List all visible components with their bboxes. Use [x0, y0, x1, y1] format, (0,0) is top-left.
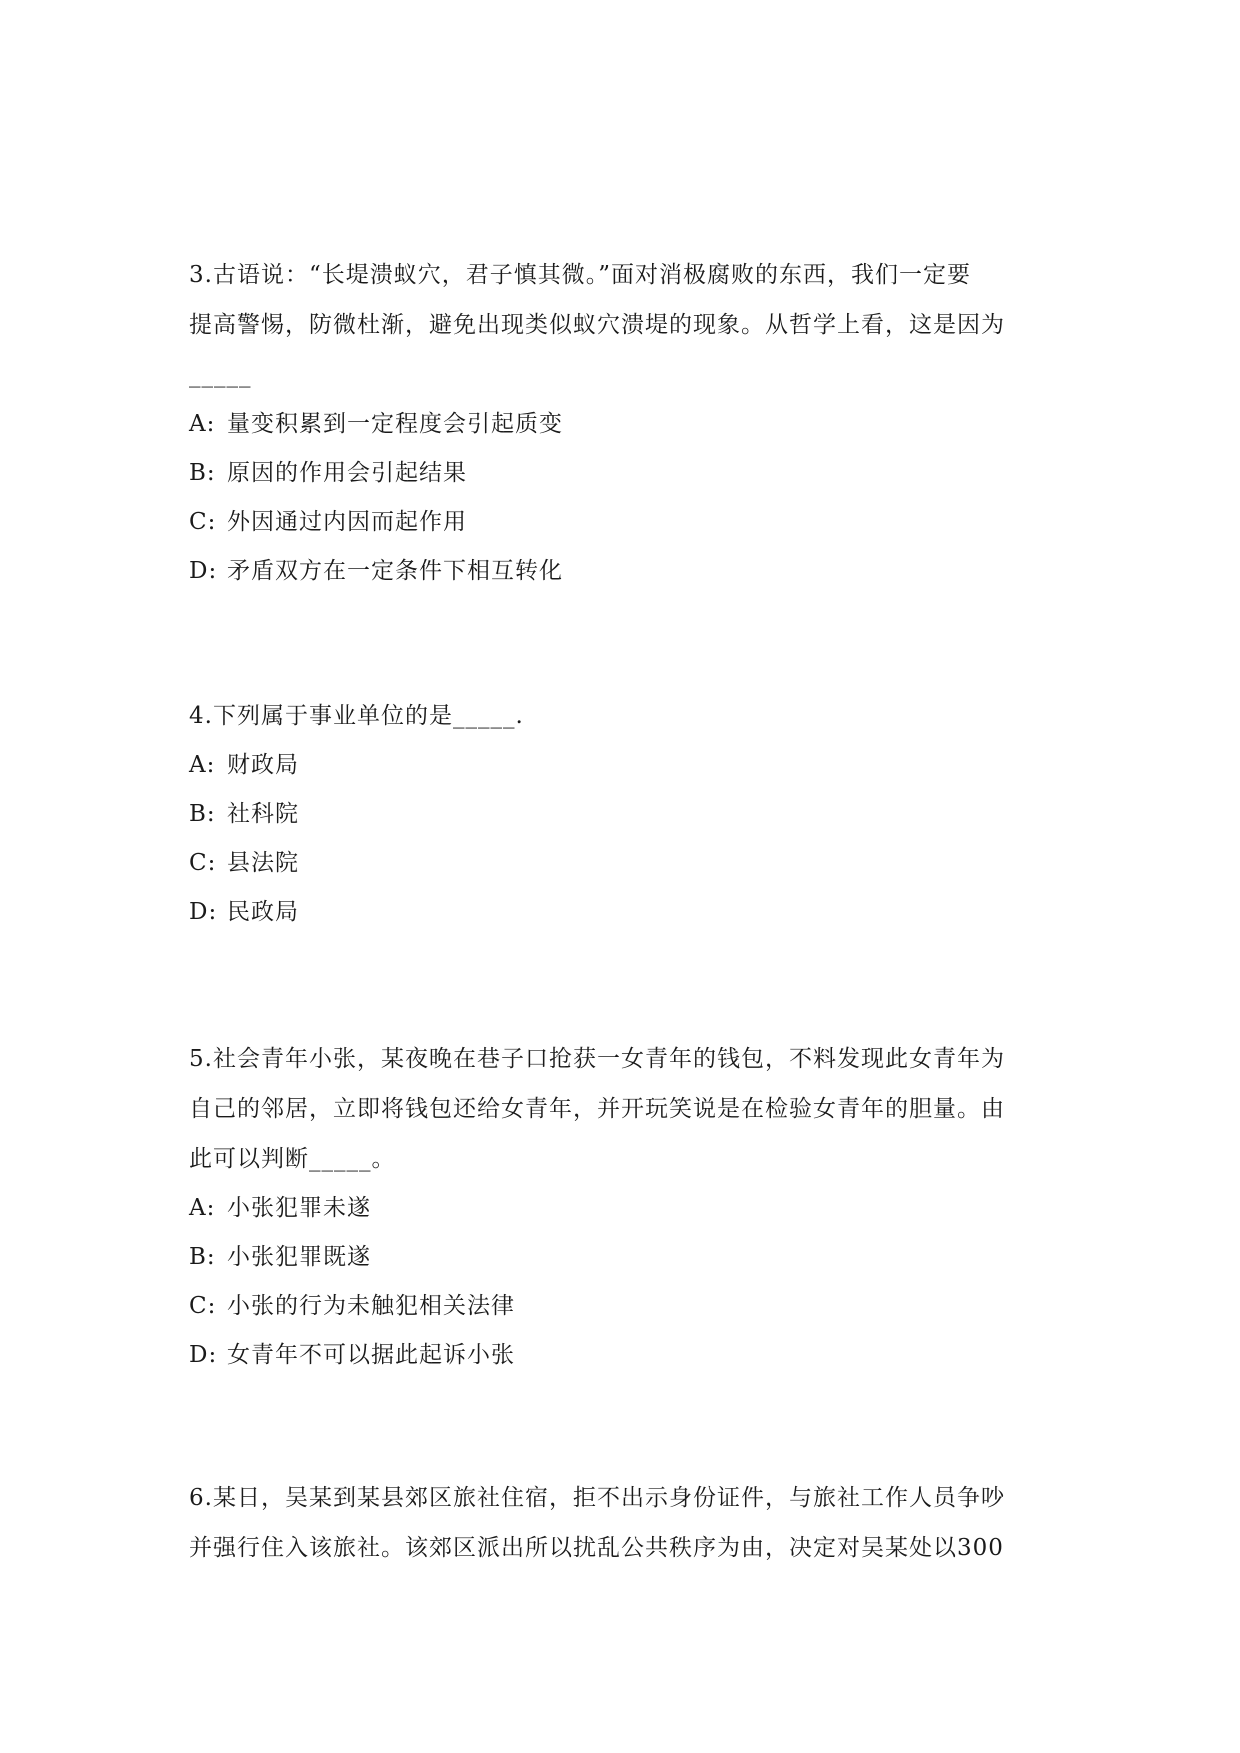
option-d: [189, 547, 1055, 596]
question-6: [189, 1473, 1055, 1573]
question-3: [189, 250, 1055, 596]
option-text: 量变积累到一定程度会引起质变: [227, 411, 563, 437]
question-stem-line: 自己的邻居，立即将钱包还给女青年，并开玩笑说是在检验女青年的胆量。由: [189, 1096, 1005, 1122]
option-a: [189, 741, 1055, 790]
option-b: [189, 1233, 1055, 1282]
option-letter: D:: [189, 558, 218, 584]
option-text: 小张犯罪未遂: [227, 1195, 371, 1221]
option-text: 小张犯罪既遂: [227, 1244, 371, 1270]
option-c: [189, 1282, 1055, 1331]
option-text: 财政局: [227, 752, 299, 778]
option-letter: D:: [189, 899, 218, 925]
option-text: 社科院: [227, 801, 299, 827]
option-letter: A:: [189, 411, 216, 437]
question-stem-line: _____: [189, 362, 252, 388]
option-text: 小张的行为未触犯相关法律: [227, 1293, 515, 1319]
option-a: [189, 400, 1055, 449]
option-text: 民政局: [227, 899, 299, 925]
option-d: [189, 888, 1055, 937]
question-stem-line: 4.下列属于事业单位的是_____.: [189, 703, 524, 729]
option-letter: B:: [189, 801, 216, 827]
question-stem-line: 5.社会青年小张，某夜晚在巷子口抢获一女青年的钱包，不料发现此女青年为: [189, 1046, 1005, 1072]
option-text: 外因通过内因而起作用: [227, 509, 467, 535]
option-letter: A:: [189, 1195, 216, 1221]
option-text: 女青年不可以据此起诉小张: [227, 1342, 515, 1368]
option-text: 矛盾双方在一定条件下相互转化: [227, 558, 563, 584]
question-stem-line: 并强行住入该旅社。该郊区派出所以扰乱公共秩序为由，决定对吴某处以300: [189, 1535, 1004, 1561]
option-letter: D:: [189, 1342, 218, 1368]
option-c: [189, 839, 1055, 888]
question-stem-line: 6.某日，吴某到某县郊区旅社住宿，拒不出示身份证件，与旅社工作人员争吵: [189, 1485, 1005, 1511]
question-4: [189, 691, 1055, 937]
option-b: [189, 790, 1055, 839]
option-letter: C:: [189, 509, 217, 535]
option-b: [189, 449, 1055, 498]
question-stem-line: 提高警惕，防微杜渐，避免出现类似蚁穴溃堤的现象。从哲学上看，这是因为: [189, 312, 1005, 338]
option-a: [189, 1184, 1055, 1233]
option-letter: A:: [189, 752, 216, 778]
option-c: [189, 498, 1055, 547]
option-letter: C:: [189, 850, 217, 876]
option-letter: C:: [189, 1293, 217, 1319]
question-stem-line: 此可以判断_____。: [189, 1146, 396, 1172]
question-stem-line: 3.古语说：“长堤溃蚁穴，君子慎其微。”面对消极腐败的东西，我们一定要: [189, 262, 971, 288]
option-letter: B:: [189, 460, 216, 486]
option-text: 县法院: [227, 850, 299, 876]
option-text: 原因的作用会引起结果: [227, 460, 467, 486]
option-d: [189, 1331, 1055, 1380]
question-5: [189, 1034, 1055, 1380]
option-letter: B:: [189, 1244, 216, 1270]
